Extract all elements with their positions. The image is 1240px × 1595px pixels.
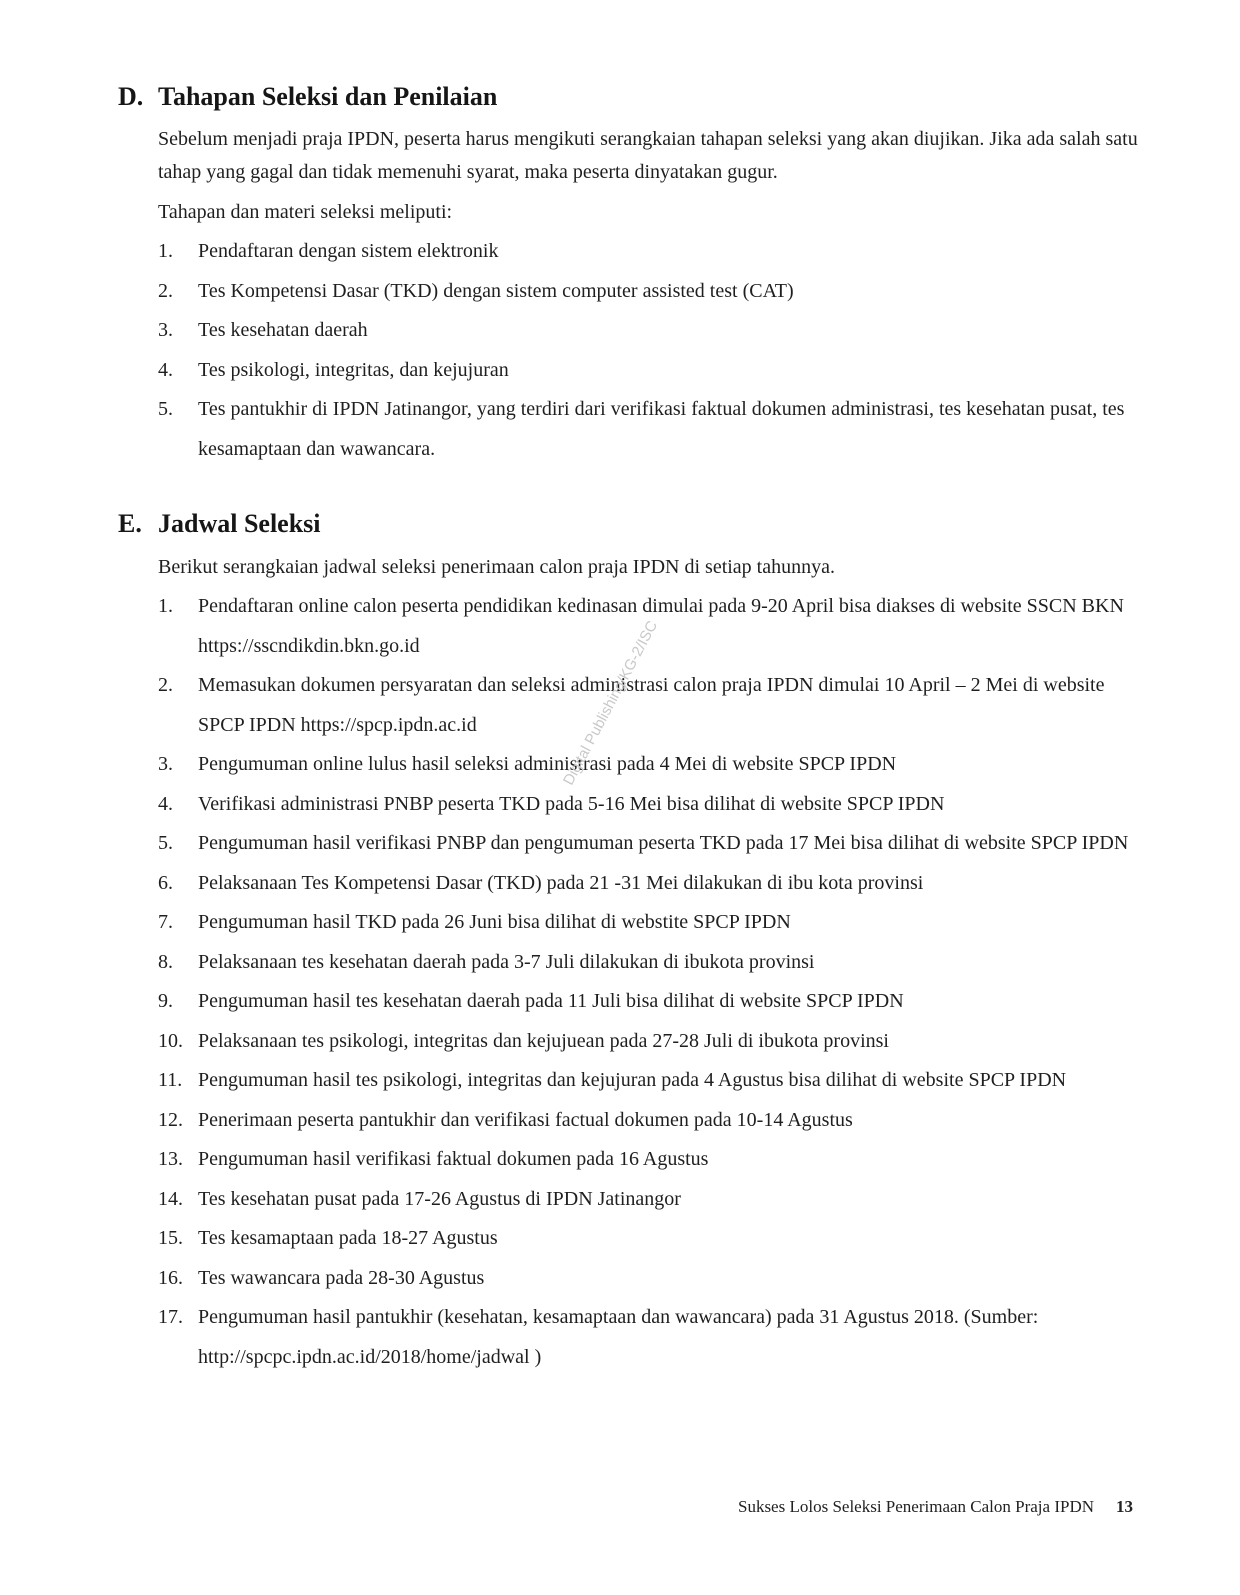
item-text: Pendaftaran dengan sistem elektronik: [198, 240, 499, 262]
list-item: [158, 785, 1148, 825]
item-text: Pelaksanaan tes psikologi, integritas dan kejujuean pada 27-28 Juli di ibukota provinsi: [198, 1029, 889, 1052]
item-text: Verifikasi administrasi PNBP peserta TKD pada 5-16 Mei bisa dilihat di website SPCP IPDN: [198, 792, 945, 815]
item-number: 15.: [158, 1227, 183, 1249]
item-text: Pendaftaran online calon peserta pendidikan kedinasan dimulai pada 9-20 April bisa diakses di website SSCN BKN https://sscndikdin.bkn.go.id: [198, 595, 1124, 657]
item-number: 2.: [158, 674, 173, 696]
item-text: Tes kesamaptaan pada 18-27 Agustus: [198, 1227, 498, 1249]
item-number: 5.: [158, 398, 173, 420]
list-item: [158, 666, 1148, 745]
list-item: [158, 1140, 1148, 1180]
item-text: Pengumuman online lulus hasil seleksi administrasi pada 4 Mei di website SPCP IPDN: [198, 753, 897, 775]
item-number: 3.: [158, 319, 173, 341]
list-item: [158, 943, 1148, 983]
item-text: Tes wawancara pada 28-30 Agustus: [198, 1266, 485, 1289]
list-item: [158, 982, 1148, 1022]
list-item: [158, 824, 1148, 864]
item-text: Pelaksanaan Tes Kompetensi Dasar (TKD) pada 21 -31 Mei dilakukan di ibu kota provinsi: [198, 871, 924, 894]
list-item: [158, 1180, 1148, 1220]
list-item: [158, 1298, 1148, 1377]
item-number: 1.: [158, 595, 173, 617]
item-text: Tes psikologi, integritas, dan kejujuran: [198, 358, 509, 381]
footer-title: Sukses Lolos Seleksi Penerimaan Calon Praja IPDN: [737, 1497, 1094, 1516]
item-number: 12.: [158, 1108, 183, 1131]
list-item: [158, 1022, 1148, 1062]
item-number: 8.: [158, 950, 173, 973]
item-text: Tes kesehatan daerah: [198, 319, 368, 341]
item-number: 4.: [158, 358, 173, 381]
section-d-letter: D.: [118, 82, 144, 111]
item-number: 1.: [158, 240, 173, 262]
section-d-title: Tahapan Seleksi dan Penilaian: [158, 82, 498, 111]
item-number: 6.: [158, 871, 173, 894]
list-item: [158, 272, 1148, 312]
schedule-list: [158, 587, 1148, 1377]
item-text: Penerimaan peserta pantukhir dan verifikasi factual dokumen pada 10-14 Agustus: [198, 1108, 853, 1131]
list-item: [158, 1061, 1148, 1101]
item-number: 14.: [158, 1187, 183, 1210]
item-number: 9.: [158, 990, 173, 1012]
item-text: Pengumuman hasil verifikasi PNBP dan pengumuman peserta TKD pada 17 Mei bisa dilihat di website SPCP IPDN: [198, 832, 1129, 854]
section-e-letter: E.: [118, 509, 142, 538]
item-text: Pengumuman hasil tes psikologi, integritas dan kejujuran pada 4 Agustus bisa dilihat di website SPCP IPDN: [198, 1069, 1067, 1091]
item-number: 3.: [158, 753, 173, 775]
item-number: 13.: [158, 1148, 183, 1170]
list-item: [158, 1219, 1148, 1259]
item-number: 17.: [158, 1306, 183, 1328]
section-e-intro: Berikut serangkaian jadwal seleksi penerimaan calon praja IPDN di setiap tahunnya.: [158, 556, 835, 578]
item-number: 2.: [158, 279, 173, 302]
list-item: [158, 745, 1148, 785]
item-number: 5.: [158, 832, 173, 854]
item-text: Memasukan dokumen persyaratan dan seleksi administrasi calon praja IPDN dimulai 10 April – 2 Mei di website SPCP IPDN https://spcp.ipdn.ac.id: [198, 674, 1105, 736]
section-e-title: Jadwal Seleksi: [158, 509, 321, 538]
item-text: Pengumuman hasil tes kesehatan daerah pada 11 Juli bisa dilihat di website SPCP IPDN: [198, 990, 904, 1012]
section-e-heading: [118, 509, 321, 539]
item-number: 11.: [158, 1069, 183, 1091]
item-text: Pelaksanaan tes kesehatan daerah pada 3-7 Juli dilakukan di ibukota provinsi: [198, 950, 815, 973]
item-number: 4.: [158, 792, 173, 815]
selection-stages-list: [158, 232, 1148, 469]
list-item: [158, 864, 1148, 904]
list-item: [158, 232, 1148, 272]
list-item: [158, 1101, 1148, 1141]
item-number: 10.: [158, 1029, 183, 1052]
page-footer: [738, 1497, 1133, 1517]
item-text: Tes Kompetensi Dasar (TKD) dengan sistem computer assisted test (CAT): [198, 279, 794, 302]
section-d-intro: Sebelum menjadi praja IPDN, peserta harus mengikuti serangkaian tahapan seleksi yang akan diujikan. Jika ada salah satu tahap yang gagal dan tidak memenuhi syarat, maka peserta dinyatakan gugur.: [158, 128, 1138, 183]
item-text: Tes kesehatan pusat pada 17-26 Agustus di IPDN Jatinangor: [198, 1187, 681, 1210]
page-number: 13: [1116, 1497, 1133, 1516]
item-text: Pengumuman hasil TKD pada 26 Juni bisa dilihat di webstite SPCP IPDN: [198, 911, 791, 933]
item-number: 7.: [158, 911, 173, 933]
list-item: [158, 1259, 1148, 1299]
section-d-lead: Tahapan dan materi seleksi meliputi:: [158, 201, 453, 223]
list-item: [158, 351, 1148, 391]
item-text: Tes pantukhir di IPDN Jatinangor, yang terdiri dari verifikasi faktual dokumen administrasi, tes kesehatan pusat, tes kesamaptaan dan wawancara.: [198, 398, 1125, 460]
watermark: Digital Publishing/KG-2/ISC: [560, 618, 662, 788]
item-text: Pengumuman hasil pantukhir (kesehatan, kesamaptaan dan wawancara) pada 31 Agustus 2018. (Sumber: http://spcpc.ipdn.ac.id/2018/home/jadwal ): [198, 1306, 1039, 1368]
list-item: [158, 390, 1148, 469]
list-item: [158, 311, 1148, 351]
item-number: 16.: [158, 1266, 183, 1289]
list-item: [158, 903, 1148, 943]
item-text: Pengumuman hasil verifikasi faktual dokumen pada 16 Agustus: [198, 1148, 709, 1170]
section-d-heading: [118, 82, 497, 112]
